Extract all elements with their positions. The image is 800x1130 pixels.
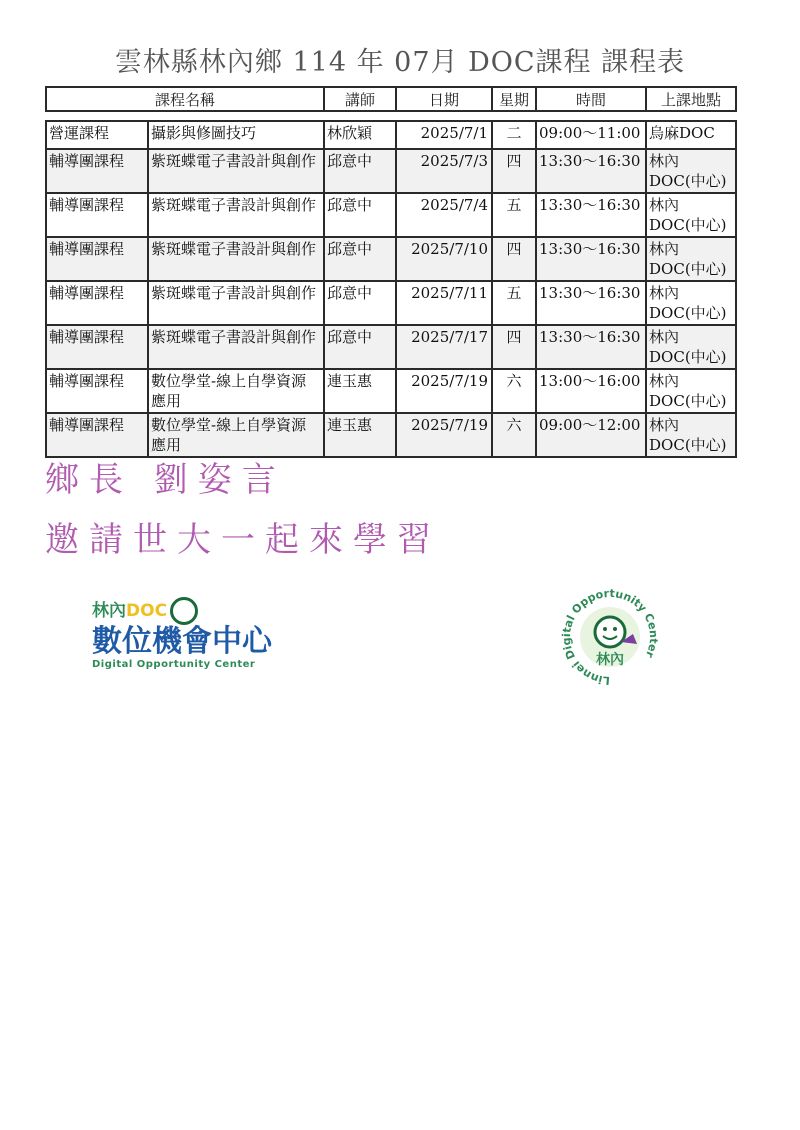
cell-place: 烏麻DOC bbox=[646, 121, 736, 149]
cell-name: 攝影與修圖技巧 bbox=[148, 121, 324, 149]
cell-name: 紫斑蝶電子書設計與創作 bbox=[148, 281, 324, 325]
header-teacher: 講師 bbox=[324, 87, 396, 111]
cell-weekday: 二 bbox=[492, 121, 536, 149]
cell-type: 輔導團課程 bbox=[46, 193, 148, 237]
invitation-text: 邀請世大一起來學習 bbox=[45, 520, 441, 560]
cell-time: 13:30～16:30 bbox=[536, 237, 646, 281]
header-date: 日期 bbox=[396, 87, 492, 111]
table-row bbox=[46, 237, 736, 281]
cell-type: 輔導團課程 bbox=[46, 237, 148, 281]
cell-teacher: 連玉惠 bbox=[324, 413, 396, 457]
cell-place: 林內DOC(中心) bbox=[646, 325, 736, 369]
cell-teacher: 連玉惠 bbox=[324, 369, 396, 413]
logo-top-line bbox=[92, 596, 292, 625]
logo-doc: DOC bbox=[126, 601, 168, 621]
cell-type: 營運課程 bbox=[46, 121, 148, 149]
cell-place: 林內DOC(中心) bbox=[646, 369, 736, 413]
cell-weekday: 五 bbox=[492, 281, 536, 325]
cell-type: 輔導團課程 bbox=[46, 325, 148, 369]
cell-time: 13:30～16:30 bbox=[536, 325, 646, 369]
seal-ring-text: Linnei Digital Opportunity Center bbox=[559, 586, 661, 688]
cell-type: 輔導團課程 bbox=[46, 149, 148, 193]
cell-name: 紫斑蝶電子書設計與創作 bbox=[148, 149, 324, 193]
cell-weekday: 四 bbox=[492, 237, 536, 281]
cell-place: 林內DOC(中心) bbox=[646, 193, 736, 237]
header-weekday: 星期 bbox=[492, 87, 536, 111]
cell-date: 2025/7/17 bbox=[396, 325, 492, 369]
table-header-row bbox=[46, 87, 736, 111]
cell-time: 13:30～16:30 bbox=[536, 193, 646, 237]
cell-date: 2025/7/3 bbox=[396, 149, 492, 193]
table-row bbox=[46, 325, 736, 369]
table-row bbox=[46, 369, 736, 413]
table-row bbox=[46, 193, 736, 237]
schedule-table bbox=[45, 86, 737, 458]
table-row bbox=[46, 413, 736, 457]
cell-name: 紫斑蝶電子書設計與創作 bbox=[148, 237, 324, 281]
seal-center-text: 林內 bbox=[596, 652, 624, 668]
cell-type: 輔導團課程 bbox=[46, 281, 148, 325]
cell-teacher: 邱意中 bbox=[324, 237, 396, 281]
cell-teacher: 邱意中 bbox=[324, 281, 396, 325]
cell-type: 輔導團課程 bbox=[46, 413, 148, 457]
header-time: 時間 bbox=[536, 87, 646, 111]
cell-time: 13:30～16:30 bbox=[536, 149, 646, 193]
header-place: 上課地點 bbox=[646, 87, 736, 111]
cell-date: 2025/7/4 bbox=[396, 193, 492, 237]
cell-weekday: 四 bbox=[492, 149, 536, 193]
cell-place: 林內DOC(中心) bbox=[646, 149, 736, 193]
logo-sub-text: Digital Opportunity Center bbox=[92, 659, 256, 670]
cell-date: 2025/7/11 bbox=[396, 281, 492, 325]
table-row bbox=[46, 281, 736, 325]
cell-teacher: 邱意中 bbox=[324, 325, 396, 369]
cell-place: 林內DOC(中心) bbox=[646, 413, 736, 457]
cell-weekday: 六 bbox=[492, 413, 536, 457]
logo-main-text: 數位機會中心 bbox=[92, 624, 272, 659]
cell-date: 2025/7/19 bbox=[396, 413, 492, 457]
cell-time: 13:00～16:00 bbox=[536, 369, 646, 413]
cell-name: 紫斑蝶電子書設計與創作 bbox=[148, 325, 324, 369]
cell-name: 數位學堂-線上自學資源應用 bbox=[148, 369, 324, 413]
cell-place: 林內DOC(中心) bbox=[646, 237, 736, 281]
logo-prefix: 林內 bbox=[92, 601, 126, 621]
signature-name: 鄉長 劉姿言 bbox=[45, 460, 286, 500]
cell-date: 2025/7/19 bbox=[396, 369, 492, 413]
cell-teacher: 邱意中 bbox=[324, 149, 396, 193]
cell-name: 紫斑蝶電子書設計與創作 bbox=[148, 193, 324, 237]
cell-weekday: 六 bbox=[492, 369, 536, 413]
cell-teacher: 邱意中 bbox=[324, 193, 396, 237]
header-course-name: 課程名稱 bbox=[46, 87, 324, 111]
cell-type: 輔導團課程 bbox=[46, 369, 148, 413]
cell-time: 09:00～12:00 bbox=[536, 413, 646, 457]
cell-place: 林內DOC(中心) bbox=[646, 281, 736, 325]
cell-time: 13:30～16:30 bbox=[536, 281, 646, 325]
linnei-seal-logo bbox=[553, 582, 668, 692]
smiley-icon bbox=[170, 597, 198, 625]
table-row bbox=[46, 149, 736, 193]
table-row bbox=[46, 121, 736, 149]
page-title: 雲林縣林內鄉 114 年 07月 DOC課程 課程表 bbox=[114, 47, 686, 78]
cell-weekday: 四 bbox=[492, 325, 536, 369]
doc-logo bbox=[92, 596, 292, 676]
cell-time: 09:00～11:00 bbox=[536, 121, 646, 149]
cell-date: 2025/7/1 bbox=[396, 121, 492, 149]
cell-date: 2025/7/10 bbox=[396, 237, 492, 281]
cell-teacher: 林欣穎 bbox=[324, 121, 396, 149]
cell-name: 數位學堂-線上自學資源應用 bbox=[148, 413, 324, 457]
cell-weekday: 五 bbox=[492, 193, 536, 237]
